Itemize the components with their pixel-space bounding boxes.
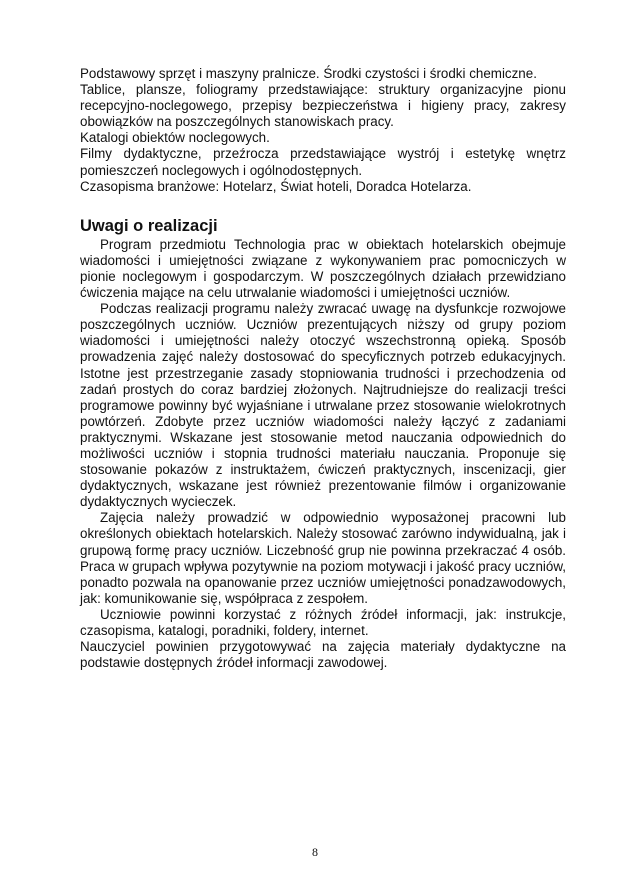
paragraph-teacher: Nauczyciel powinien przygotowywać na zajęcia materiały dydaktyczne na podstawie dostępnych źródeł informacji zawodowej. xyxy=(80,639,566,671)
paragraph-dysfunctions: Podczas realizacji programu należy zwracać uwagę na dysfunkcje rozwojowe poszczególnych uczniów. Uczniów prezentujących niższy od grupy poziom wiadomości i umiejętności należy otoczyć wszechstronną opieką. Sposób prowadzenia zajęć należy dostosować do specyficznych potrzeb edukacyjnych. Istotne jest przestrzeganie zasady stopniowania trudności i przechodzenia od zadań prostych do coraz bardziej złożonych. Najtrudniejsze do realizacji treści programowe powinny być wyjaśniane i utrwalane przez stosowanie wielokrotnych powtórzeń. Zdobyte przez uczniów wiadomości należy łączyć z zadaniami praktycznymi. Wskazane jest stosowanie metod nauczania odpowiednich do możliwości uczniów i stopnia trudności materiału nauczania. Proponuje się stosowanie pokazów z instruktażem, ćwiczeń praktycznych, inscenizacji, gier dydaktycznych, wskazane jest również prezentowanie filmów i organizowanie dydaktycznych wycieczek. xyxy=(80,301,566,510)
materials-item-magazines: Czasopisma branżowe: Hotelarz, Świat hoteli, Doradca Hotelarza. xyxy=(80,178,472,194)
page-content xyxy=(80,66,566,671)
materials-item-films: Filmy dydaktyczne, przeźrocza przedstawiające wystrój i estetykę wnętrz pomieszczeń noclegowych i ogólnodostępnych. xyxy=(80,146,566,178)
paragraph-program: Program przedmiotu Technologia prac w obiektach hotelarskich obejmuje wiadomości i umiejętności związane z wykonywaniem prac pomocniczych w pionie noclegowym i gospodarczym. W poszczególnych działach przewidziano ćwiczenia mające na celu utrwalanie wiadomości i umiejętności uczniów. xyxy=(80,236,566,301)
materials-item-boards: Tablice, plansze, foliogramy przedstawiające: struktury organizacyjne pionu recepcyjno-noclegowego, przepisy bezpieczeństwa i higieny pracy, zakresy obowiązków na poszczególnych stanowiskach pracy. xyxy=(80,82,566,130)
paragraph-classes: Zajęcia należy prowadzić w odpowiednio wyposażonej pracowni lub określonych obiektach hotelarskich. Należy stosować zarówno indywidualną, jak i grupową formę pracy uczniów. Liczebność grup nie powinna przekraczać 4 osób. Praca w grupach wpływa pozytywnie na poziom motywacji i jakość pracy uczniów, ponadto pozwala na opanowanie przez uczniów umiejętności ponadzawodowych, jak: komunikowanie się, współpraca z zespołem. xyxy=(80,510,566,606)
materials-item-equipment: Podstawowy sprzęt i maszyny pralnicze. Środki czystości i środki chemiczne. xyxy=(80,66,537,81)
materials-item-catalogs: Katalogi obiektów noclegowych. xyxy=(80,130,270,146)
paragraph-sources: Uczniowie powinni korzystać z różnych źródeł informacji, jak: instrukcje, czasopisma, katalogi, poradniki, foldery, internet. xyxy=(80,606,566,638)
page-number: 8 xyxy=(312,845,318,859)
section-heading: Uwagi o realizacji xyxy=(80,216,218,235)
